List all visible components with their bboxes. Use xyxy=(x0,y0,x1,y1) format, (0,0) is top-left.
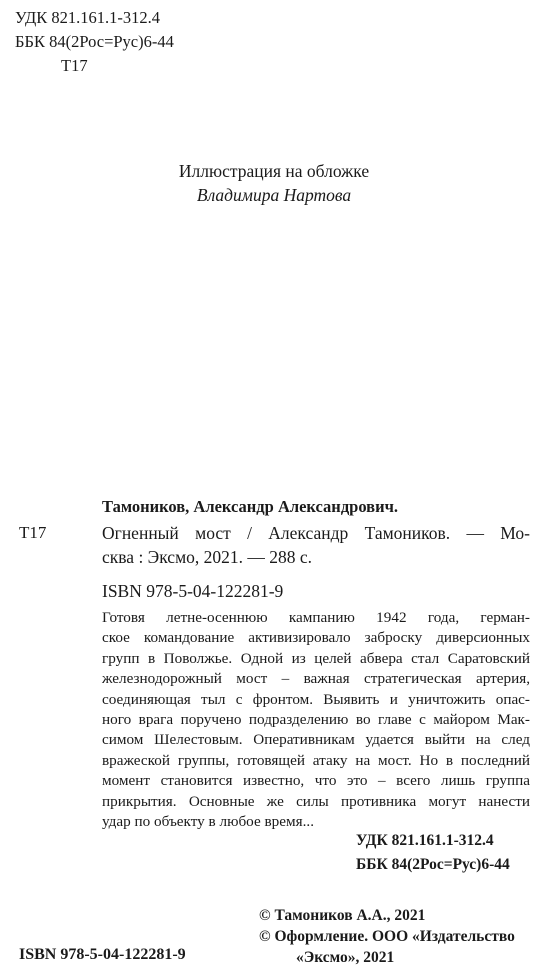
annotation-line: ного врага поручено подразделению во главе с майором Мак- xyxy=(102,711,530,729)
illustration-artist: Владимира Нартова xyxy=(196,185,352,205)
copyright-design-line-2: «Эксмо», 2021 xyxy=(296,949,395,966)
annotation-line: Готовя летне-осеннюю кампанию 1942 года, герман- xyxy=(102,609,530,626)
udk-code: УДК 821.161.1-312.4 xyxy=(15,8,161,27)
catalog-author-mark: Т17 xyxy=(19,523,47,542)
annotation-line: симом Шелестовым. Оперативникам удается выйти на след xyxy=(102,731,530,749)
illustration-label: Иллюстрация на обложке xyxy=(178,161,370,181)
catalog-bbk-code: ББК 84(2Рос=Рус)6-44 xyxy=(356,856,510,873)
annotation-line: прикрытия. Основные же силы противника могут нанести xyxy=(102,792,530,810)
catalog-isbn: ISBN 978-5-04-122281-9 xyxy=(102,581,284,601)
annotation-line: вражеской группы, готовящей атаку на мост. Но в последний xyxy=(102,751,530,769)
catalog-udk-code: УДК 821.161.1-312.4 xyxy=(356,832,494,849)
catalog-author-heading: Тамоников, Александр Александрович. xyxy=(102,497,399,516)
catalog-reference-line-1: Огненный мост / Александр Тамоников. — Мо- xyxy=(102,523,530,543)
catalog-reference-line-2: сква : Эксмо, 2021. — 288 с. xyxy=(102,547,313,567)
annotation-line: групп в Поволжье. Одной из целей абвера стал Саратовский xyxy=(102,649,530,667)
copyright-author: © Тамоников А.А., 2021 xyxy=(259,907,426,924)
footer-isbn: ISBN 978-5-04-122281-9 xyxy=(19,946,186,963)
annotation-line: ское командование активизировало заброску диверсионных xyxy=(102,629,530,647)
bbk-code: ББК 84(2Рос=Рус)6-44 xyxy=(15,32,174,51)
annotation-paragraph xyxy=(102,608,530,832)
annotation-line: удар по объекту в любое время... xyxy=(102,813,314,831)
annotation-line: момент становится известно, что это – всего лишь группа xyxy=(102,772,530,790)
copyright-design-line-1: © Оформление. ООО «Издательство xyxy=(259,928,515,945)
annotation-line: железнодорожный мост – важная стратегическая артерия, xyxy=(102,670,530,688)
annotation-line: соединяющая тыл с фронтом. Выявить и уничтожить опас- xyxy=(102,690,530,708)
author-mark: Т17 xyxy=(61,56,88,75)
